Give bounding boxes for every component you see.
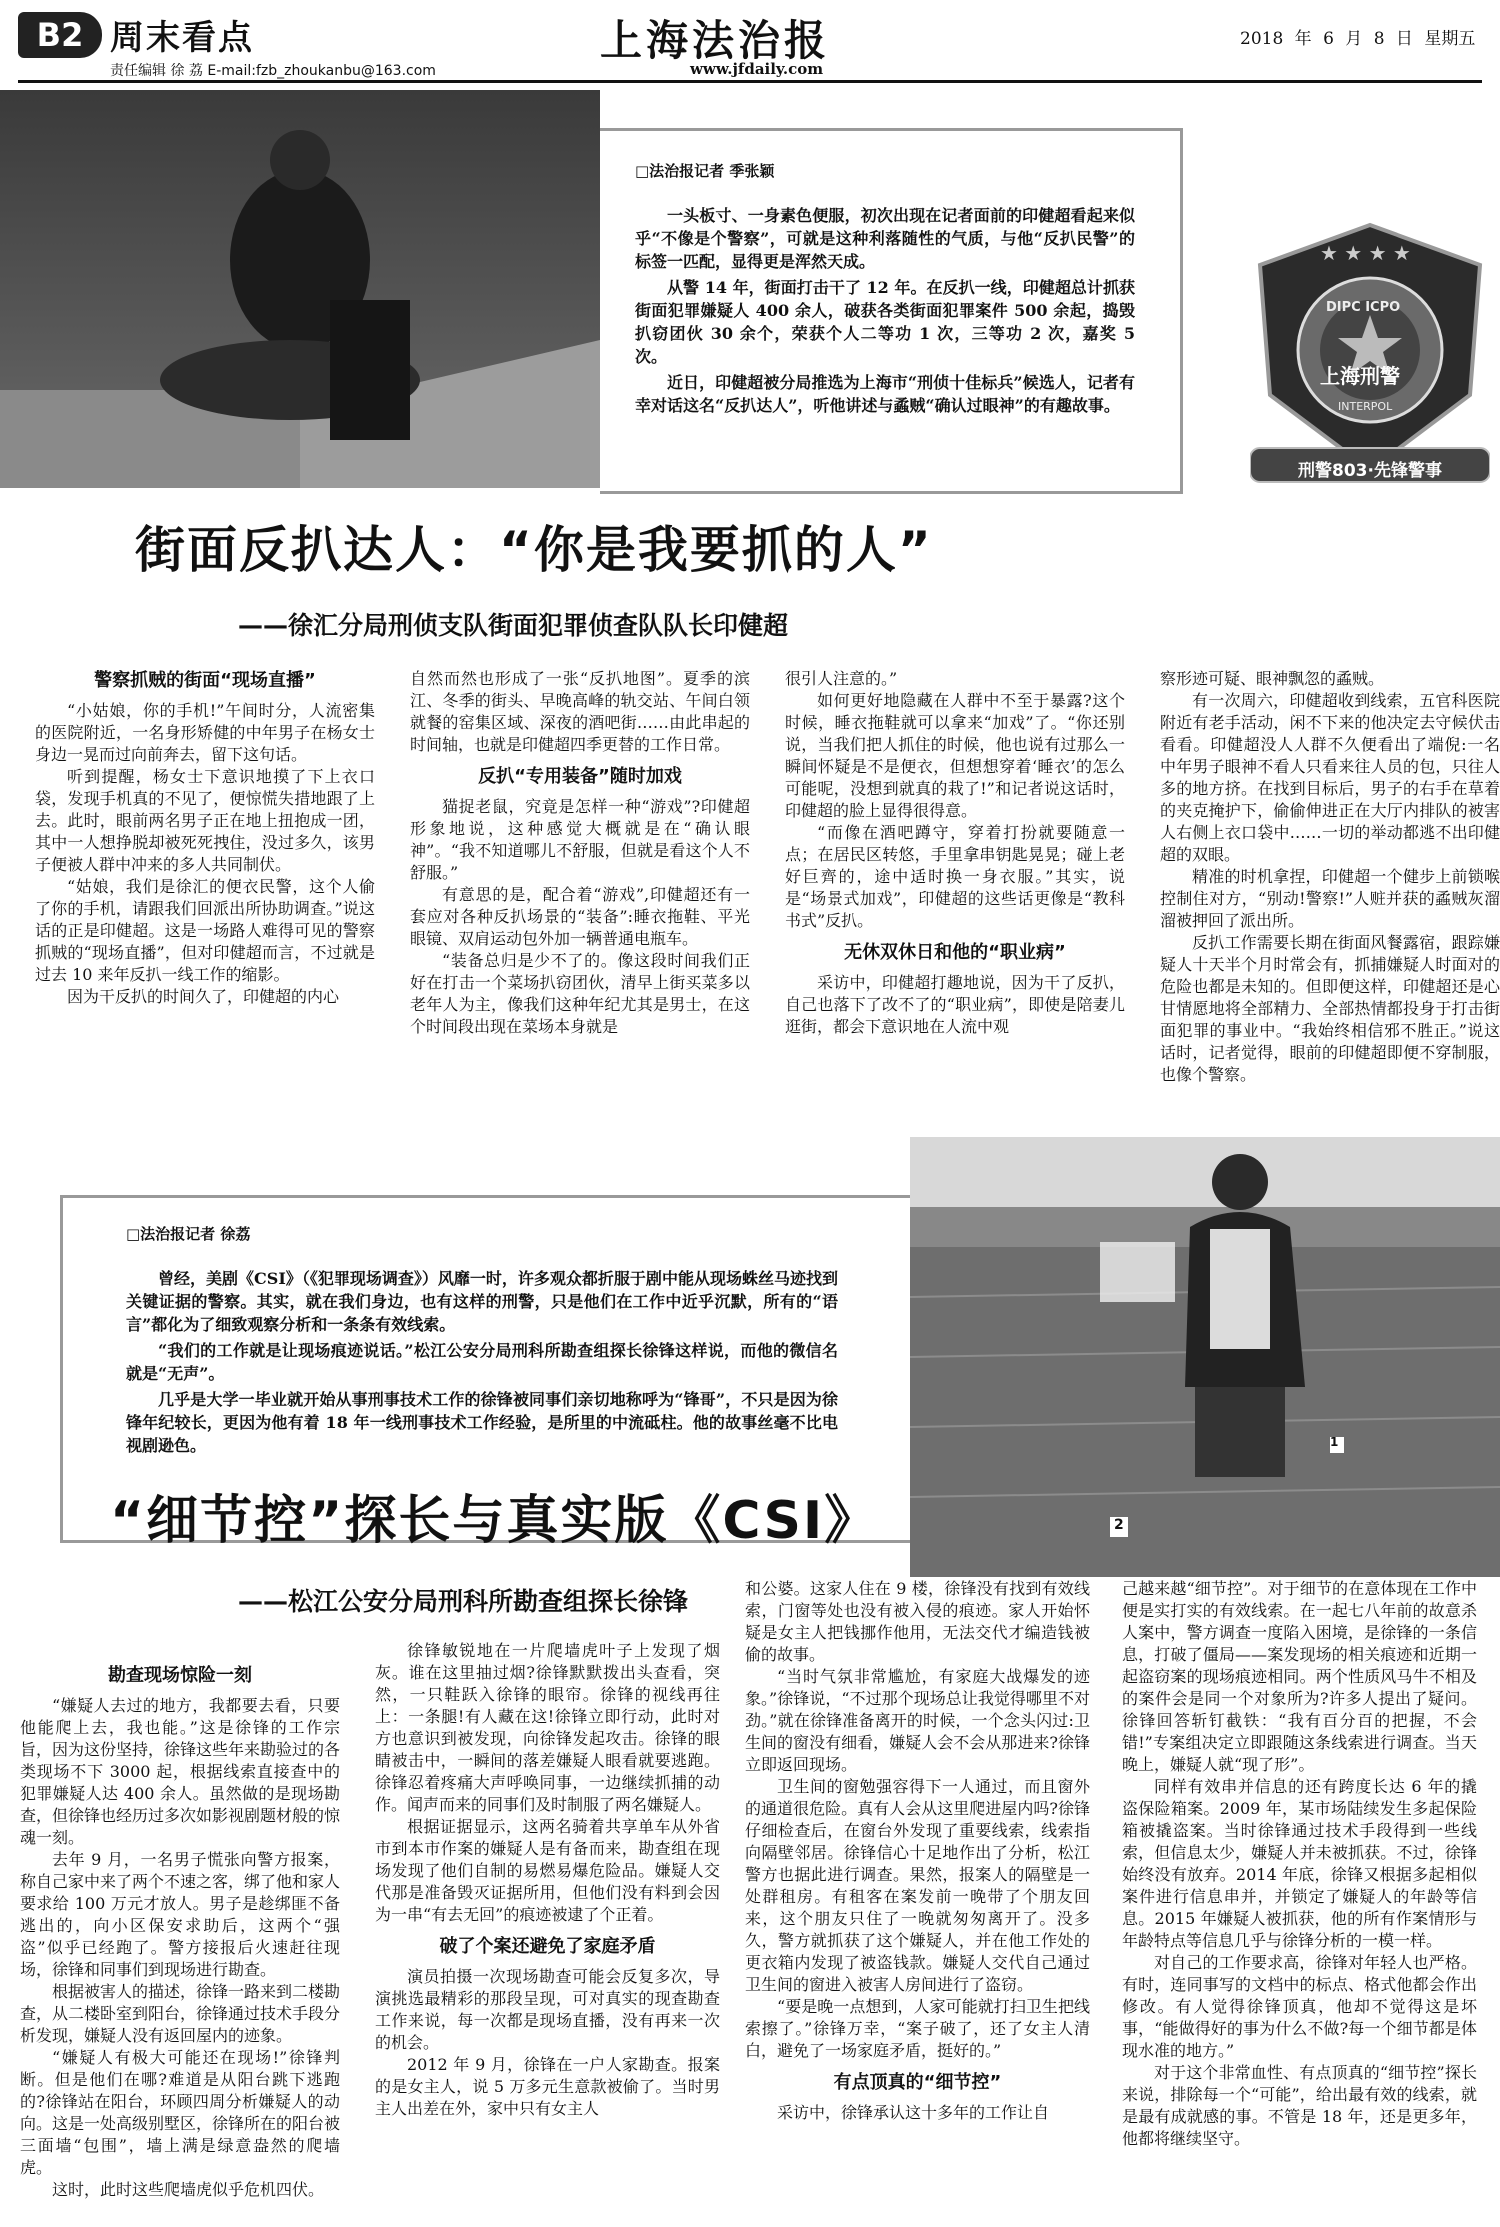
article2-headline: “细节控”探长与真实版《CSI》 [110,1491,879,1551]
article2-column-3 [745,1578,1090,2124]
intro-paragraph: 几乎是大学一毕业就开始从事刑事技术工作的徐锋被同事们亲切地称呼为“锋哥”，不只是因为徐锋年纪较长，更因为他有着 18 年一线刑事技术工作经验，是所里的中流砥柱。他的故事丝毫不比电视剧逊色。 [126,1390,838,1455]
body-paragraph: 根据证据显示，这两名骑着共享单车从外省市到本市作案的嫌疑人是有备而来，勘查组在现场发现了他们自制的易燃易爆危险品。嫌疑人交代那是准备毁灭证据所用，但他们没有料到会因为一串“有去无回”的痕迹被逮了个正着。 [375,1817,720,1924]
editor-line: 责任编辑 徐 荔 E-mail:fzb_zhoukanbu@163.com [110,63,436,79]
body-paragraph: 精准的时机拿捏，印健超一个健步上前锁喉控制住对方，“别动!警察!”人赃并获的蟊贼灰溜溜被押回了派出所。 [1160,867,1500,930]
body-paragraph: “要是晚一点想到，人家可能就打扫卫生把线索擦了。”徐锋万幸，“案子破了，还了女主人清白，避免了一场家庭矛盾，挺好的。” [745,1997,1090,2060]
body-paragraph: 去年 9 月，一名男子慌张向警方报案，称自己家中来了两个不速之客，绑了他和家人要求给 100 万元才放人。男子是趁绑匪不备逃出的，向小区保安求助后，这两个“强盗”似乎已经跑了。警方接报后火速赶往现场，徐锋和同事们到现场进行勘查。 [20,1850,341,1979]
body-paragraph: 因为干反扒的时间久了，印健超的内心 [67,987,340,1006]
arrest-photo [0,90,600,488]
body-paragraph: 对于这个非常血性、有点顶真的“细节控”探长来说，排除每一个“可能”，给出最有效的线索，就是最有成就感的事。不管是 18 年，还是更多年，他都将继续坚守。 [1122,2063,1477,2148]
arrest-photo-art [0,90,600,488]
evidence-marker-2: 2 [1114,1517,1124,1533]
body-paragraph: 反扒工作需要长期在街面风餐露宿，跟踪嫌疑人十天半个月时常会有，抓捕嫌疑人时面对的危险也都是未知的。但即便这样，印健超还是心甘情愿地将全部精力、全部热情都投身于打击街面犯罪的事业中。“我始终相信邪不胜正。”说这话时，记者觉得，眼前的印健超即便不穿制服，也像个警察。 [1160,933,1500,1084]
intro-paragraph: 一头板寸、一身素色便服，初次出现在记者面前的印健超看起来似乎“不像是个警察”，可就是这种利落随性的气质，与他“反扒民警”的标签一匹配，显得更是浑然天成。 [635,206,1135,271]
body-paragraph: 卫生间的窗勉强容得下一人通过，而且窗外的通道很危险。真有人会从这里爬进屋内吗?徐锋仔细检查后，在窗台外发现了重要线索，线索指向隔壁邻居。徐锋信心十足地作出了分析，松江警方也据此进行调查。果然，报案人的隔壁是一处群租房。有租客在案发前一晚带了个朋友回来，这个朋友只住了一晚就匆匆离开了。没多久，警方就抓获了这个嫌疑人，并在他工作处的更衣箱内发现了被盗钱款。嫌疑人交代自己通过卫生间的窗进入被害人房间进行了盗窃。 [745,1777,1090,1994]
article1-subtitle: ——徐汇分局刑侦支队街面犯罪侦查队队长印健超 [238,611,789,640]
body-paragraph: 徐锋敏锐地在一片爬墙虎叶子上发现了烟灰。谁在这里抽过烟?徐锋默默拨出头查看，突然，一只鞋跃入徐锋的眼帘。徐锋的视线再往上：一条腿!有人藏在这!徐锋立即行动，此时对方也意识到被发现，向徐锋发起攻击。徐锋的眼睛被击中，一瞬间的落差嫌疑人眼看就要逃跑。徐锋忍着疼痛大声呼唤同事，一边继续抓捕的动作。闻声而来的同事们及时制服了两名嫌疑人。 [375,1641,720,1814]
website-url[interactable]: www.jfdaily.com [690,60,824,78]
article2-intro [126,1267,838,1460]
article1-column-3 [785,668,1125,1038]
svg-text:★ ★ ★ ★: ★ ★ ★ ★ [1320,241,1411,265]
body-paragraph: 猫捉老鼠，究竟是怎样一种“游戏”?印健超形象地说，这种感觉大概就是在“确认眼神”。“我不知道哪儿不舒服，但就是看这个人不舒服。” [410,797,750,882]
body-paragraph: 很引人注意的。” [785,669,898,688]
body-paragraph: 采访中，印健超打趣地说，因为干了反扒，自己也落下了改不了的“职业病”，即使是陪妻儿逛街，都会下意识地在人流中观 [785,973,1125,1036]
body-paragraph: 自然而然也形成了一张“反扒地图”。夏季的滨江、冬季的街头、早晚高峰的轨交站、午间白领就餐的窑集区域、深夜的酒吧街……由此串起的时间轴，也就是印健超四季更替的工作日常。 [410,669,750,754]
newspaper-logo: 上海法治报 [600,16,831,65]
body-paragraph: 察形迹可疑、眼神飘忽的蟊贼。 [1160,669,1385,688]
intro-paragraph: 近日，印健超被分局推选为上海市“刑侦十佳标兵”候选人，记者有幸对话这名“反扒达人”，听他讲述与蟊贼“确认过眼神”的有趣故事。 [635,373,1135,415]
section-title: 周末看点 [110,18,254,58]
body-paragraph: 2012 年 9 月，徐锋在一户人家勘查。报案的是女主人，说 5 万多元生意款被偷了。当时男主人出差在外，家中只有女主人 [375,2055,720,2118]
badge-ribbon: 刑警803·先锋警事 [1298,461,1442,481]
issue-date: 2018 年 6 月 8 日 星期五 [1240,29,1476,49]
badge-ring-mid: 上海刑警 [1320,364,1400,388]
body-paragraph: 这时，此时这些爬墙虎似乎危机四伏。 [52,2180,325,2199]
body-paragraph: “嫌疑人有极大可能还在现场!”徐锋判断。但是他们在哪?难道是从阳台跳下逃跑的?徐锋站在阳台，环顾四周分析嫌疑人的动向。这是一处高级别墅区，徐锋所在的阳台被三面墙“包围”，墙上满是绿意盎然的爬墙虎。 [20,2048,341,2177]
body-paragraph: “嫌疑人去过的地方，我都要去看，只要他能爬上去，我也能。”这是徐锋的工作宗旨，因为这份坚持，徐锋这些年来勘验过的各类现场不下 3000 起，根据线索直接查中的犯罪嫌疑人达 400 余人。虽然做的是现场勘查，但徐锋也经历过多次如影视剧题材般的惊魂一刻。 [20,1696,341,1847]
field-photo-art [910,1137,1500,1577]
section-heading: 有点顶真的“细节控” [833,2072,1002,2093]
body-paragraph: 己越来越“细节控”。对于细节的在意体现在工作中便是实打实的有效线索。在一起七八年前的故意杀人案中，警方调查一度陷入困境，是徐锋的一条信息，打破了僵局——案发现场的相关痕迹和近期一起盗窃案的现场痕迹相同。两个性质风马牛不相及的案件会是同一个对象所为?许多人提出了疑问。徐锋回答斩钉截铁：“我有百分百的把握，不会错!”专案组决定立即跟随这条线索进行调查。当天晚上，嫌疑人就“现了形”。 [1122,1579,1477,1774]
evidence-marker-1: 1 [1330,1435,1339,1449]
article1-column-2 [410,668,750,1038]
body-paragraph: 有一次周六，印健超收到线索，五官科医院附近有老手活动，闲不下来的他决定去守候伏击看看。印健超没人人群不久便看出了端倪:一名中年男子眼神不看人只看来往人员的包，只往人多的地方挤。在找到目标后，男子的右手在草着的夹克掩护下，偷偷伸进正在大厅内排队的被害人右侧上衣口袋中……一切的举动都逃不出印健超的双眼。 [1160,691,1500,864]
body-paragraph: “姑娘，我们是徐汇的便衣民警，这个人偷了你的手机，请跟我们回派出所协助调查。”说这话的正是印健超。这是一场路人难得可见的警察抓贼的“现场直播”，但对印健超而言，不过就是过去 10 来年反扒一线工作的缩影。 [35,877,375,984]
intro-paragraph: “我们的工作就是让现场痕迹说话。”松江公安分局刑科所勘查组探长徐锋这样说，而他的微信名就是“无声”。 [126,1341,838,1383]
section-heading: 无休双休日和他的“职业病” [844,942,1066,963]
section-heading: 反扒“专用装备”随时加戏 [478,766,682,787]
body-paragraph: “当时气氛非常尴尬，有家庭大战爆发的迹象。”徐锋说，“不过那个现场总让我觉得哪里不对劲。”就在徐锋准备离开的时候，一个念头闪过:卫生间的窗没有细看，嫌疑人会不会从那进来?徐锋立即返回现场。 [745,1667,1090,1774]
body-paragraph: 如何更好地隐藏在人群中不至于暴露?这个时候，睡衣拖鞋就可以拿来“加戏”了。“你还别说，当我们把人抓住的时候，他也说有过那么一瞬间怀疑是不是便衣，但想想穿着‘睡衣’的怎么可能呢，没想到就真的栽了!”和记者说这话时，印健超的脸上显得很得意。 [785,691,1125,820]
body-paragraph: 听到提醒，杨女士下意识地摸了下上衣口袋，发现手机真的不见了，便惊慌失措地跟了上去。此时，眼前两名男子正在地上扭抱成一团，其中一人想挣脱却被死死拽住，没过多久，该男子便被人群中冲来的多人共同制伏。 [35,767,375,874]
body-paragraph: 有意思的是，配合着“游戏”,印健超还有一套应对各种反扒场景的“装备”:睡衣拖鞋、平光眼镜、双肩运动包外加一辆普通电瓶车。 [410,885,750,948]
body-paragraph: 对自己的工作要求高，徐锋对年轻人也严格。有时，连同事写的文档中的标点、格式他都会作出修改。有人觉得徐锋顶真，他却不觉得这是坏事，“能做得好的事为什么不做?每一个细节都是体现水准的地方。” [1122,1953,1477,2060]
field-investigation-photo [910,1137,1500,1577]
body-paragraph: “而像在酒吧蹲守，穿着打扮就要随意一点；在居民区转悠，手里拿串钥匙晃晃；碰上老好巨齊的，途中适时换一身衣服。”其实，说是“场景式加戏”，印健超的这些话更像是“教科书式”反扒。 [785,823,1125,930]
body-paragraph: 根据被害人的描述，徐锋一路来到二楼勘查，从二楼卧室到阳台，徐锋通过技术手段分析发现，嫌疑人没有返回屋内的迹象。 [20,1982,341,2045]
article2-subtitle: ——松江公安分局刑科所勘查组探长徐锋 [238,1587,689,1616]
body-paragraph: 和公婆。这家人住在 9 楼，徐锋没有找到有效线索，门窗等处也没有被入侵的痕迹。家人开始怀疑是女主人把钱挪作他用，无法交代才编造钱被偷的故事。 [745,1579,1090,1664]
badge-ring-bottom: INTERPOL [1338,400,1393,413]
body-paragraph: 采访中，徐锋承认这十多年的工作让自 [777,2103,1050,2122]
shanghai-police-badge [1250,220,1490,490]
body-paragraph: 同样有效串并信息的还有跨度长达 6 年的撬盗保险箱案。2009 年，某市场陆续发生多起保险箱被撬盗案。当时徐锋通过技术手段得到一些线索，但信息太少，嫌疑人并未被抓获。不过，徐锋始终没有放弃。2014 年底，徐锋又根据多起相似案件进行信息串并，并锁定了嫌疑人的年龄等信息。2015 年嫌疑人被抓获，他的所有作案情形与年龄特点等信息几乎与徐锋分析的一模一样。 [1122,1777,1477,1950]
page-number-badge: B2 [18,12,102,58]
section-heading: 警察抓贼的街面“现场直播” [94,670,316,691]
article2-column-1 [20,1665,340,2201]
article1-headline: 街面反扒达人：“你是我要抓的人” [135,521,933,579]
article2-column-2 [375,1640,720,2120]
section-heading: 勘查现场惊险一刻 [108,1665,252,1686]
police-badge-icon [1250,220,1490,490]
article2-column-4 [1122,1578,1477,2150]
article1-intro [635,204,1135,420]
section-heading: 破了个案还避免了家庭矛盾 [439,1936,656,1957]
article1-byline: □法治报记者 季张颖 [635,162,775,180]
intro-paragraph: 曾经，美剧《CSI》（《犯罪现场调查》）风靡一时，许多观众都折服于剧中能从现场蛛丝马迹找到关键证据的警察。其实，就在我们身边，也有这样的刑警，只是他们在工作中近乎沉默，所有的“语言”都化为了细致观察分析和一条条有效线索。 [126,1269,838,1334]
body-paragraph: “装备总归是少不了的。像这段时间我们正好在打击一个菜场扒窃团伙，清早上街买菜多以老年人为主，像我们这种年纪尤其是男士，在这个时间段出现在菜场本身就是 [410,951,750,1036]
header-rule [18,80,1482,83]
article2-byline: □法治报记者 徐荔 [126,1225,251,1243]
article1-column-4 [1160,668,1500,1086]
article1-column-1 [35,670,375,1008]
body-paragraph: 演员拍摄一次现场勘查可能会反复多次，导演挑选最精彩的那段呈现，可对真实的现查勘查工作来说，每一次都是现场直播，没有再来一次的机会。 [375,1967,720,2052]
body-paragraph: “小姑娘，你的手机!”午间时分，人流密集的医院附近，一名身形矫健的中年男子在杨女士身边一晃而过向前奔去，留下这句话。 [35,701,375,764]
badge-ring-top: DIPC ICPO [1326,300,1401,315]
intro-paragraph: 从警 14 年，街面打击干了 12 年。在反扒一线，印健超总计抓获街面犯罪嫌疑人 400 余人，破获各类街面犯罪案件 500 余起，捣毁扒窃团伙 30 余个，荣获个人二等功 1 次，三等功 2 次，嘉奖 5 次。 [635,278,1135,366]
